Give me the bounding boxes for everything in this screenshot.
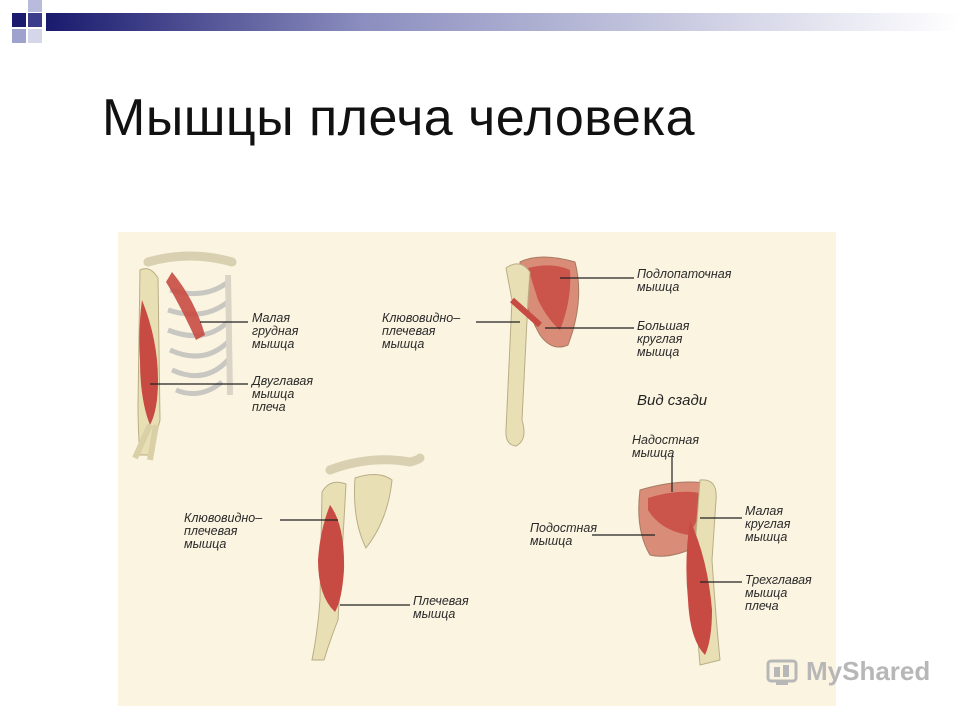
myshared-logo-icon [766,657,800,687]
figure-triceps [639,480,720,665]
figure-subscapularis [506,257,579,446]
label-coracobrachialis-bottom: Клювовидно– плечевая мышца [184,511,263,551]
label-teres-minor: Малая круглая мышца [745,504,791,544]
label-subscapularis: Подлопаточная мышца [637,267,732,294]
label-teres-major: Большая круглая мышца [637,319,690,359]
label-triceps: Трехглавая мышца плеча [745,573,812,613]
figure-brachialis [312,458,420,660]
watermark-text: MyShared [806,656,931,686]
slide-title: Мышцы плеча человека [102,89,696,147]
label-pectoralis-minor: Малая грудная мышца [252,311,299,351]
figure-front-biceps [135,256,232,460]
label-supraspinatus: Надостная мышца [632,433,700,460]
watermark [766,656,930,687]
label-infraspinatus: Подостная мышца [530,521,598,548]
label-brachialis: Плечевая мышца [413,594,469,621]
label-view-back: Вид сзади [637,392,708,409]
label-biceps: Двуглавая мышца плеча [252,374,314,414]
label-coracobrachialis-top: Клювовидно– плечевая мышца [382,311,461,351]
